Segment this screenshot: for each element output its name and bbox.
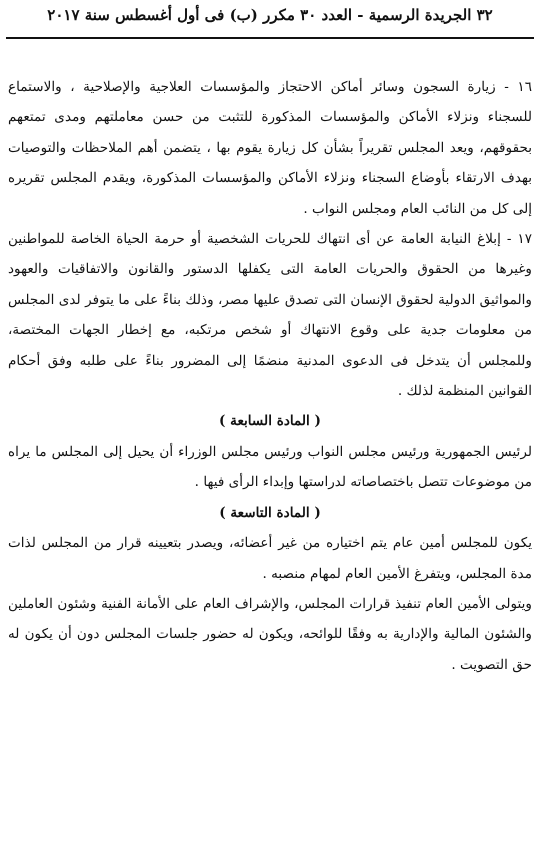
article-7-heading: ( المادة السابعة ) — [219, 413, 321, 430]
article-9-paragraph-2: ويتولى الأمين العام تنفيذ قرارات المجلس، والإشراف العام على الأمانة الفنية وشئون العاملين والشئون المالية والإدارية به وفقًا للوائحه، ويكون له حضور جلسات المجلس دون أن يكون له حق التصويت . — [8, 595, 532, 673]
header-divider — [6, 37, 534, 39]
article-9-paragraph-1: يكون للمجلس أمين عام يتم اختياره من غير أعضائه، ويصدر بتعيينه قرار من المجلس لذات مدة المجلس، ويتفرغ الأمين العام لمهام منصبه . — [8, 535, 532, 582]
page-body — [8, 72, 532, 680]
article-7-text: لرئيس الجمهورية ورئيس مجلس النواب ورئيس مجلس الوزراء أن يحيل إلى المجلس ما يراه من موضوعات تتصل باختصاصاته لدراستها وإبداء الرأى فيها . — [8, 443, 532, 491]
clause-16: ١٦ - زيارة السجون وسائر أماكن الاحتجاز والمؤسسات العلاجية والإصلاحية ، والاستماع للسجناء ونزلاء الأماكن والمؤسسات المذكورة للتثبت من حسن معاملتهم ومدى تمتعهم بحقوقهم، ويعد المجلس تقريراً بشأن كل زيارة يقوم بها ، يتضمن أهم الملاحظات والتوصيات بهدف الارتقاء بأوضاع السجناء ونزلاء الأماكن والمؤسسات المذكورة، ويقدم المجلس تقريره إلى كل من النائب العام ومجلس النواب . — [8, 79, 532, 217]
clause-17: ١٧ - إبلاغ النيابة العامة عن أى انتهاك للحريات الشخصية أو حرمة الحياة الخاصة للمواطنين وغيرها من الحقوق والحريات العامة التى يكفلها الدستور والقانون والاتفاقيات والعهود والمواثيق الدولية لحقوق الإنسان التى تصدق عليها مصر، وذلك بناءً على ما يتوفر لدى المجلس من معلومات جدية على وقوع الانتهاك أو شخص مرتكبه، مع إخطار الجهات المختصة، وللمجلس أن يتدخل فى الدعوى المدنية منضمًا إلى المضرور بناءً على طلبه وفق أحكام القوانين المنظمة لذلك . — [8, 231, 532, 400]
page-header: ٣٢ الجريدة الرسمية - العدد ٣٠ مكرر (ب) فى أول أغسطس سنة ٢٠١٧ — [47, 6, 493, 24]
article-9-heading: ( المادة التاسعة ) — [219, 504, 321, 521]
